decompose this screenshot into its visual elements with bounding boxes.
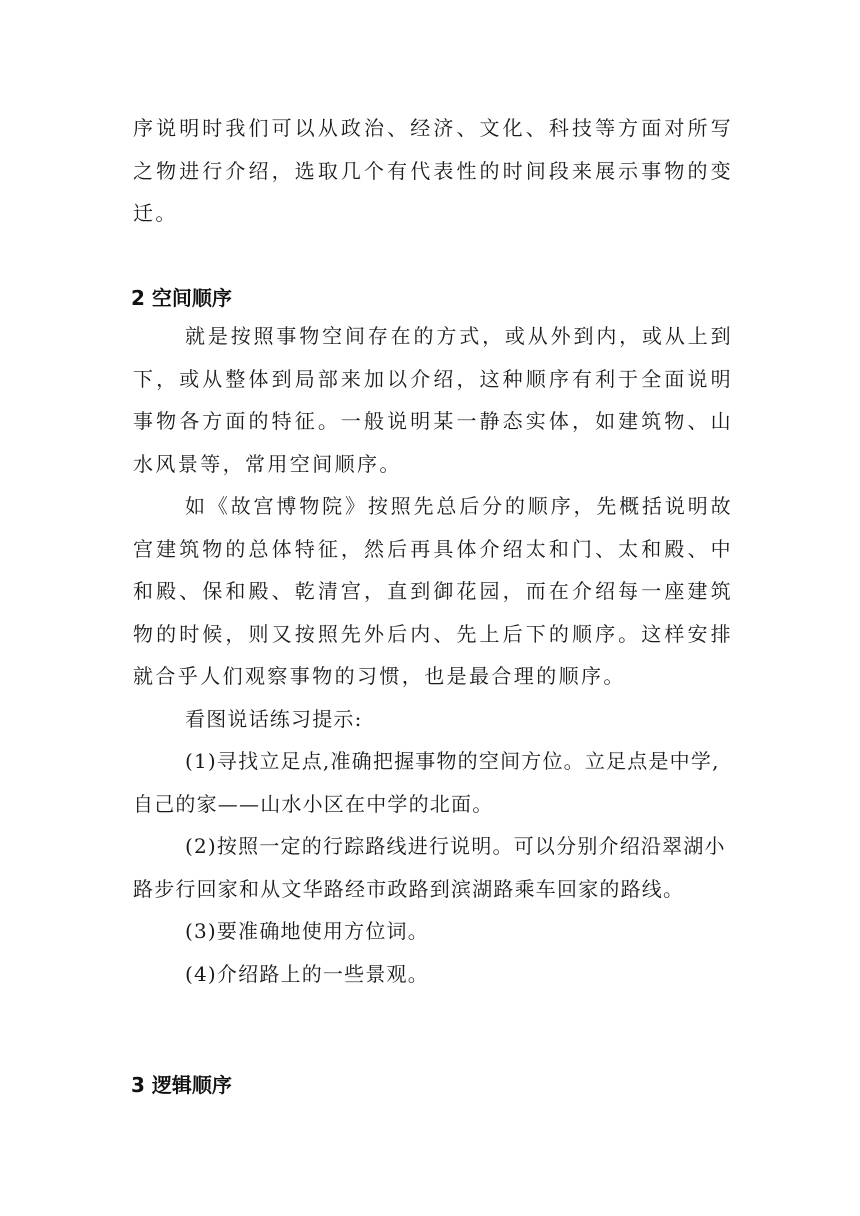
section-2-heading: 2 空间顺序 xyxy=(131,286,232,310)
section-3-heading: 3 逻辑顺序 xyxy=(131,1073,232,1097)
tip-item-2: (2)按照一定的行踪路线进行说明。可以分别介绍沿翠湖小路步行回家和从文华路经市政路到滨湖路乘车回家的路线。 xyxy=(133,834,726,901)
section-2-body xyxy=(133,315,733,995)
section-2-paragraph-1: 就是按照事物空间存在的方式，或从外到内，或从上到下，或从整体到局部来加以介绍，这种顺序有利于全面说明事物各方面的特征。一般说明某一静态实体，如建筑物、山水风景等，常用空间顺序。 xyxy=(133,324,733,476)
tip-item-3: (3)要准确地使用方位词。 xyxy=(185,919,429,943)
tip-item-1: (1)寻找立足点,准确把握事物的空间方位。立足点是中学,自己的家——山水小区在中学的北面。 xyxy=(133,749,720,816)
intro-block xyxy=(133,107,733,235)
intro-paragraph: 序说明时我们可以从政治、经济、文化、科技等方面对所写之物进行介绍，选取几个有代表性的时间段来展示事物的变迁。 xyxy=(133,116,733,225)
section-2-paragraph-2: 如《故宫博物院》按照先总后分的顺序，先概括说明故宫建筑物的总体特征，然后再具体介绍太和门、太和殿、中和殿、保和殿、乾清宫，直到御花园，而在介绍每一座建筑物的时候，则又按照先外后内、先上后下的顺序。这样安排就合乎人们观察事物的习惯，也是最合理的顺序。 xyxy=(133,494,733,688)
tips-title: 看图说话练习提示: xyxy=(185,706,363,731)
tip-item-4: (4)介绍路上的一些景观。 xyxy=(185,961,429,986)
